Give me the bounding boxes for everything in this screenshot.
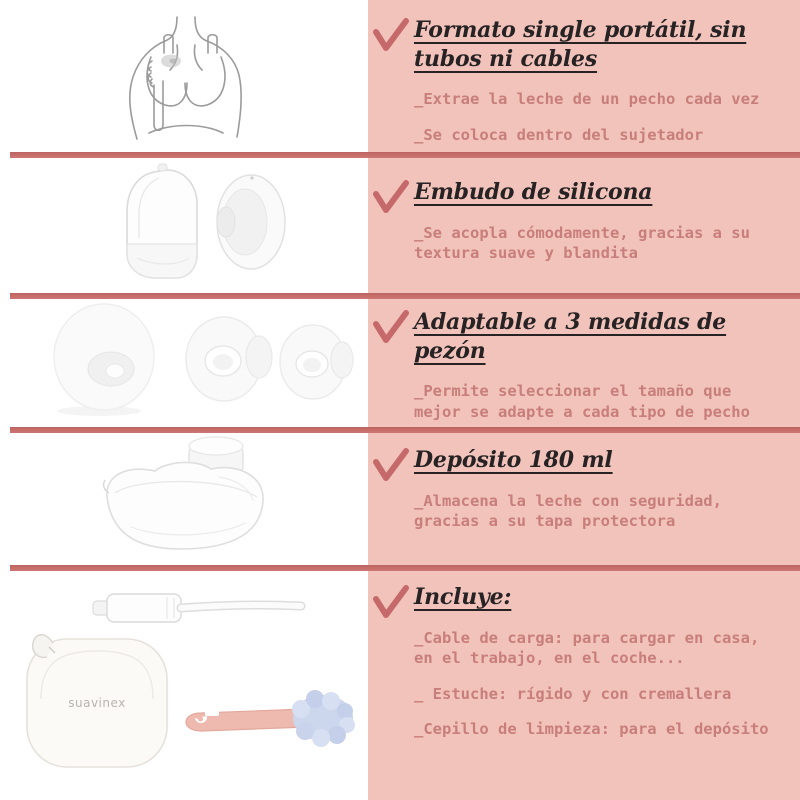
- illustration-area-4: [0, 427, 368, 565]
- section-title: Depósito 180 ml: [414, 447, 613, 473]
- checkmark-icon: [368, 446, 414, 482]
- section-divider: [10, 152, 800, 158]
- feature-bullet: _Se coloca dentro del sujetador: [414, 125, 704, 144]
- section-reservoir: [0, 427, 800, 565]
- feature-bullet: _Se acopla cómodamente, gracias a su textura suave y blandita: [414, 223, 750, 263]
- text-area-4: [368, 427, 800, 565]
- feature-bullet: _Permite seleccionar el tamaño que mejor se adapte a cada tipo de pecho: [414, 382, 750, 421]
- illustration-area-2: [0, 152, 368, 293]
- feature-bullet: _Almacena la leche con seguridad, gracias a su tapa protectora: [414, 491, 722, 531]
- section-title: Formato single portátil, sin tubos ni cables: [414, 17, 747, 72]
- section-divider: [10, 293, 800, 299]
- feature-bullet: _ Estuche: rígido y con cremallera: [414, 684, 732, 703]
- silicone-inserts-illustration: [19, 299, 349, 421]
- section-nipple-sizes: [0, 293, 800, 427]
- accessories-illustration: [9, 577, 359, 789]
- section-includes: [0, 565, 800, 800]
- feature-bullet: _Extrae la leche de un pecho cada vez: [414, 90, 760, 109]
- text-area-1: [368, 0, 800, 152]
- illustration-area-1: [0, 0, 368, 152]
- text-area-3: [368, 293, 800, 427]
- illustration-area-5: [0, 565, 368, 800]
- checkmark-icon: [368, 583, 414, 619]
- milk-container-illustration: [69, 433, 299, 559]
- carry-case: [27, 634, 167, 766]
- section-title: Embudo de silicona: [414, 179, 653, 205]
- section-divider: [10, 565, 800, 571]
- text-area-5: [368, 565, 800, 800]
- cleaning-brush: [186, 690, 355, 747]
- section-divider: [10, 427, 800, 433]
- pump-unit-illustration: [69, 162, 299, 284]
- illustration-area-3: [0, 293, 368, 427]
- feature-bullet: _Cepillo de limpieza: para el depósito: [414, 719, 769, 738]
- case-brand-label: suavinex: [68, 695, 126, 710]
- section-title: Adaptable a 3 medidas de pezón: [414, 309, 727, 364]
- section-portable-format: [0, 0, 800, 152]
- checkmark-icon: [368, 178, 414, 214]
- feature-bullet: _Cable de carga: para cargar en casa, en el trabajo, en el coche...: [414, 628, 760, 668]
- section-silicone-funnel: [0, 152, 800, 293]
- woman-torso-pump-illustration: [105, 11, 263, 141]
- checkmark-icon: [368, 16, 414, 52]
- text-area-2: [368, 152, 800, 293]
- checkmark-icon: [368, 308, 414, 344]
- section-title: Incluye:: [414, 584, 512, 610]
